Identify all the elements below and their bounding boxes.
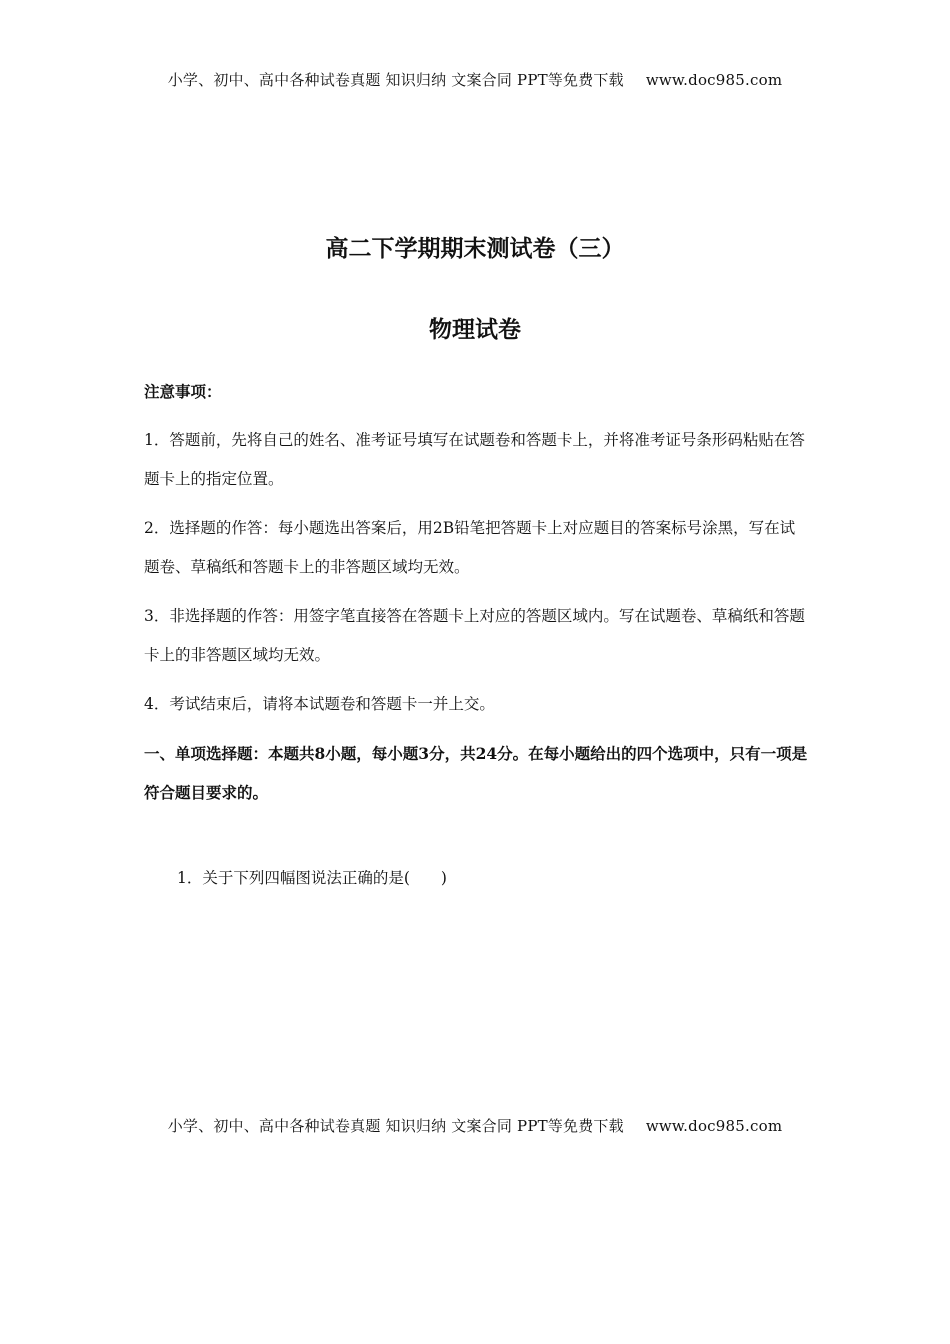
footer-promo-text: 小学、初中、高中各种试卷真题 知识归纳 文案合同 PPT等免费下载: [167, 1117, 624, 1135]
exam-body: [144, 372, 808, 812]
exam-title: 高二下学期期末测试卷（三）: [325, 236, 625, 262]
footer-url[interactable]: www.doc985.com: [645, 1117, 783, 1135]
page-footer: [0, 1115, 950, 1136]
notice-item-1: 1．答题前，先将自己的姓名、准考证号填写在试题卷和答题卡上，并将准考证号条形码粘贴在答题卡上的指定位置。: [144, 431, 805, 488]
notice-item-3: 3．非选择题的作答：用签字笔直接答在答题卡上对应的答题区域内。写在试题卷、草稿纸和答题卡上的非答题区域均无效。: [144, 607, 805, 664]
exam-subtitle: 物理试卷: [429, 317, 521, 343]
header-promo-text: 小学、初中、高中各种试卷真题 知识归纳 文案合同 PPT等免费下载: [167, 71, 624, 89]
notice-heading: 注意事项：: [144, 382, 222, 401]
page-header: [0, 69, 950, 90]
notice-item-4: 4．考试结束后，请将本试题卷和答题卡一并上交。: [144, 695, 495, 713]
question-1: 1．关于下列四幅图说法正确的是( ): [177, 869, 447, 887]
section-heading: 一、单项选择题：本题共8小题，每小题3分，共24分。在每小题给出的四个选项中，只有一项是符合题目要求的。: [144, 744, 808, 802]
notice-item-2: 2．选择题的作答：每小题选出答案后，用2B铅笔把答题卡上对应题目的答案标号涂黑，写在试题卷、草稿纸和答题卡上的非答题区域均无效。: [144, 519, 796, 576]
header-url[interactable]: www.doc985.com: [645, 71, 783, 89]
